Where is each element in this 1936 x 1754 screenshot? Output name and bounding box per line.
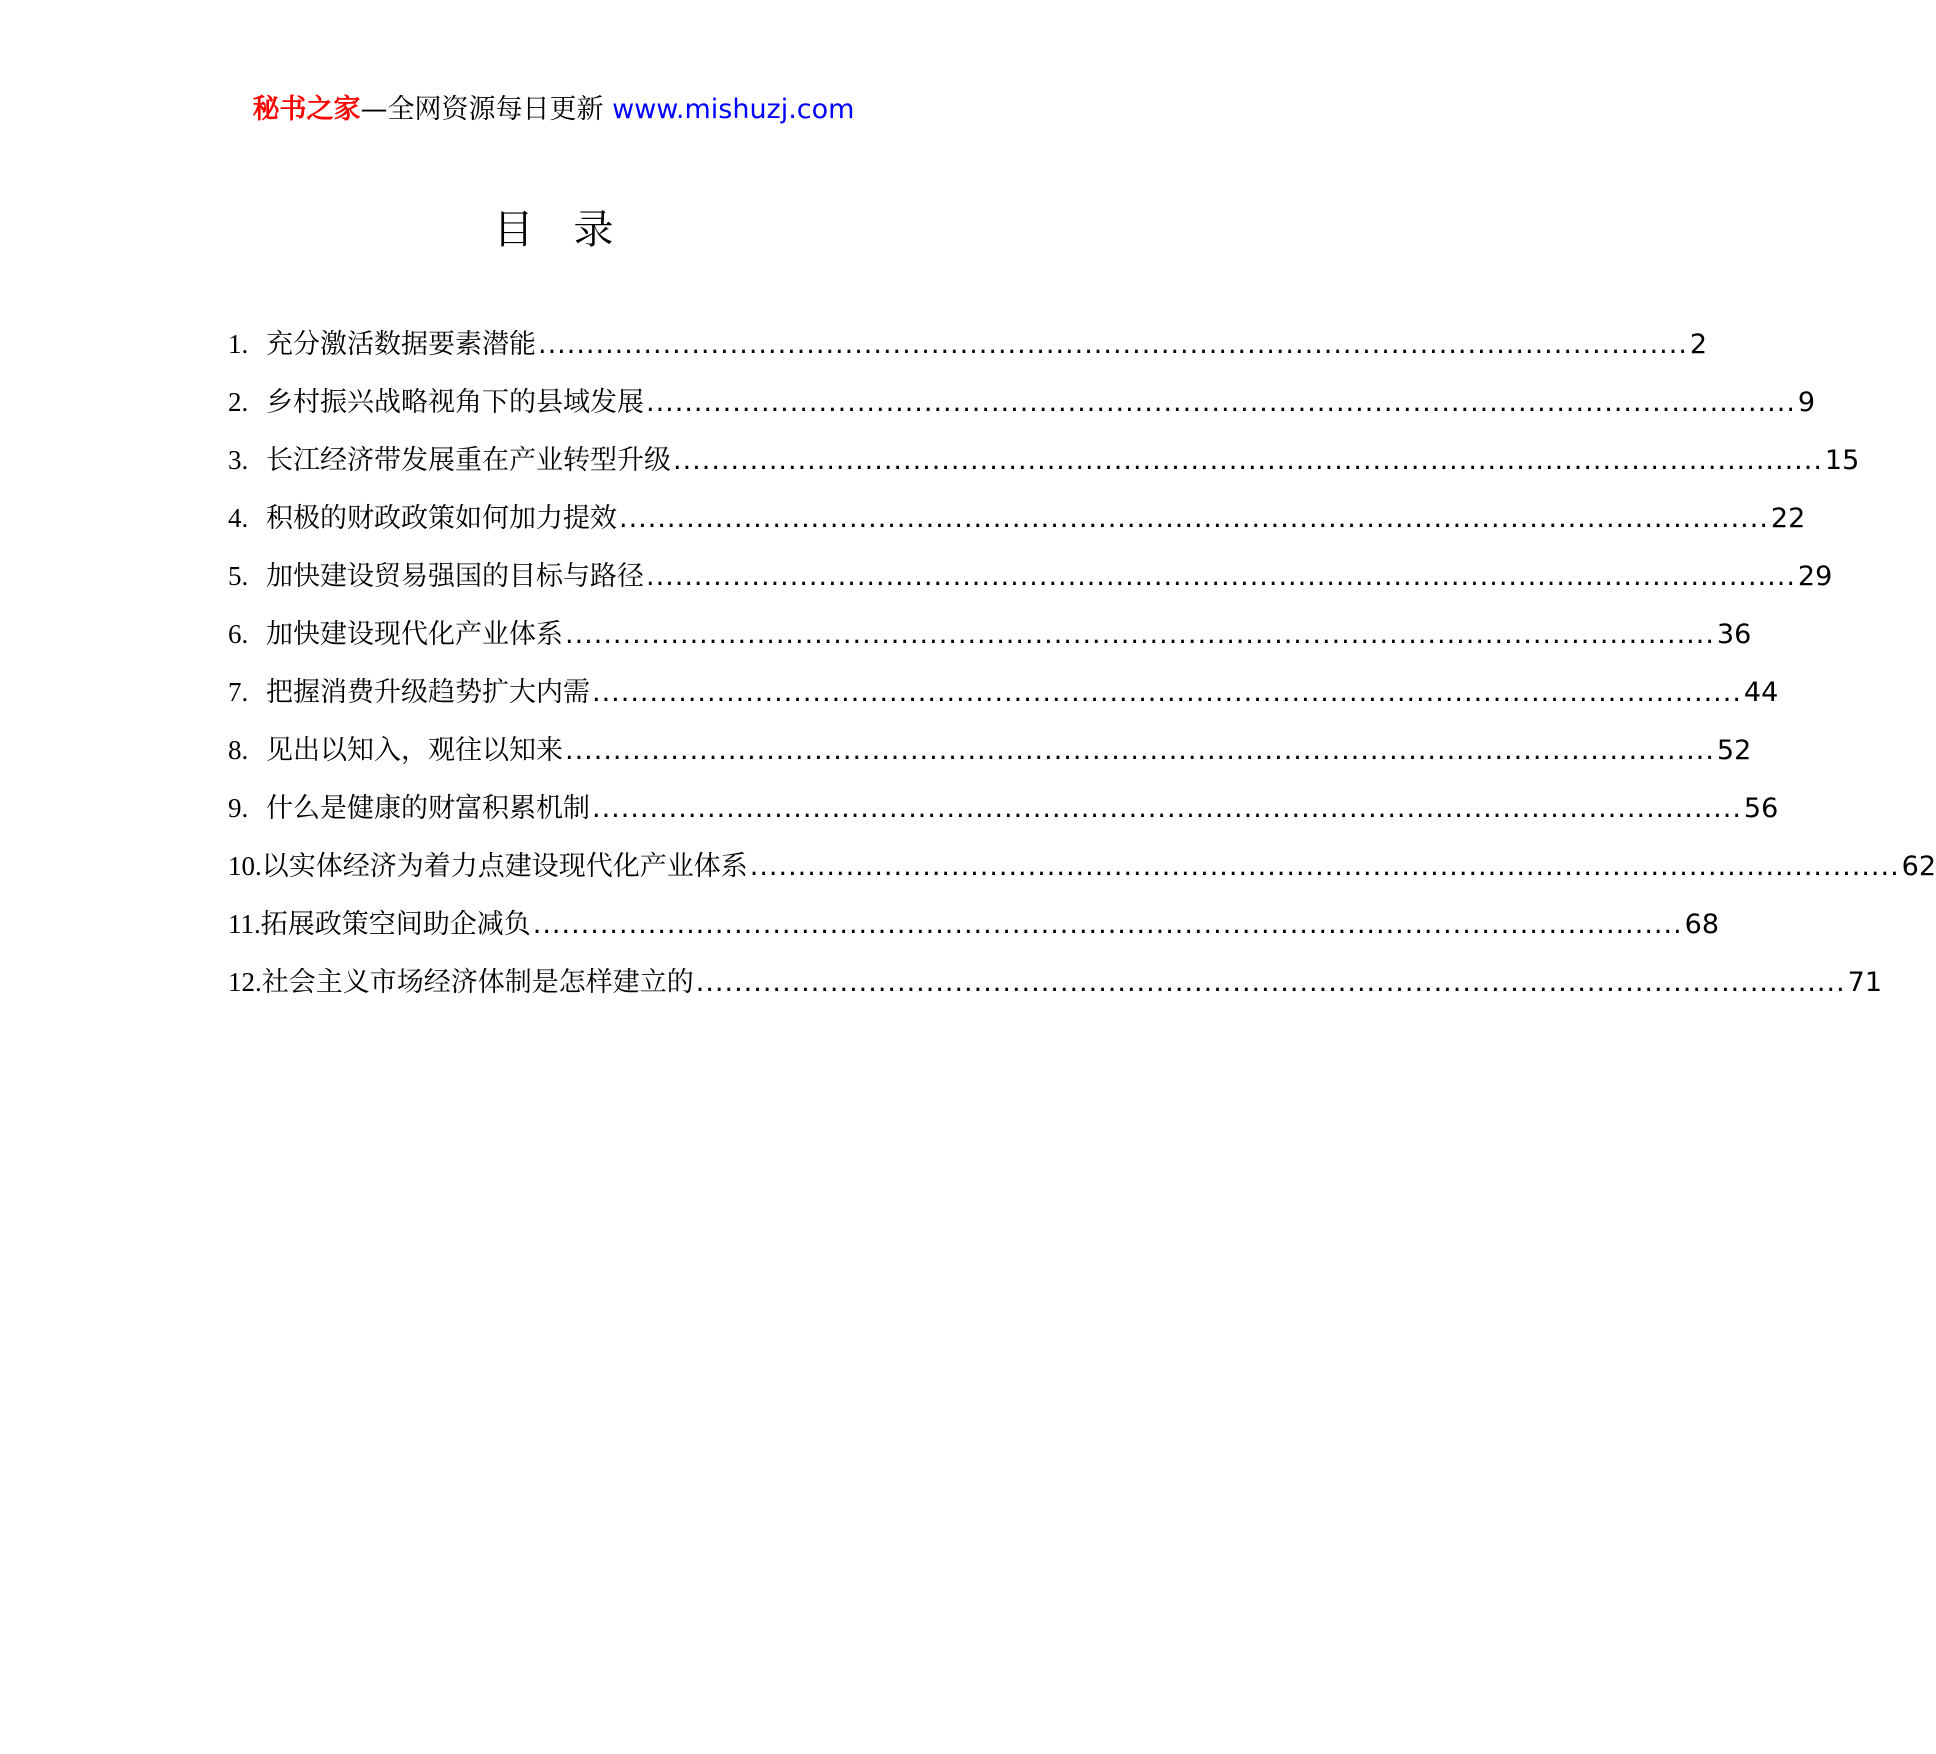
toc-entry[interactable]	[228, 489, 1806, 547]
toc-entry[interactable]	[228, 895, 1720, 953]
page-title-char-1: 目	[493, 207, 534, 253]
page-title-char-2: 录	[573, 207, 614, 253]
toc-entry-page-number: 15	[1824, 445, 1860, 476]
toc-entry-page-number: 29	[1797, 561, 1833, 592]
toc-dot-leader: ........................................................................................................................	[695, 967, 1846, 998]
toc-dot-leader: ........................................................................................................................	[538, 329, 1688, 360]
page-title	[0, 200, 1107, 260]
toc-entry[interactable]	[228, 837, 1936, 895]
toc-entry[interactable]	[228, 721, 1752, 779]
toc-entry-number: 9.	[228, 793, 249, 823]
toc-dot-leader: ........................................................................................................................	[673, 445, 1823, 476]
header-slogan: —全网资源每日更新	[360, 94, 613, 125]
toc-entry-title: 充分激活数据要素潜能	[266, 329, 536, 360]
toc-entry-page-number: 9	[1797, 387, 1816, 418]
toc-entry-title: 长江经济带发展重在产业转型升级	[266, 445, 671, 476]
toc-entry[interactable]	[228, 953, 1883, 1011]
site-url-link[interactable]: www.mishuzj.com	[612, 94, 855, 125]
brand-name: 秘书之家	[252, 94, 361, 125]
toc-dot-leader: ........................................................................................................................	[592, 793, 1742, 824]
toc-entry[interactable]	[228, 431, 1860, 489]
toc-entry-page-number: 68	[1684, 909, 1720, 940]
toc-entry[interactable]	[228, 373, 1816, 431]
toc-entry-page-number: 62	[1901, 851, 1936, 882]
toc-entry-title: 拓展政策空间助企减负	[260, 909, 531, 940]
toc-entry[interactable]	[228, 547, 1833, 605]
toc-dot-leader: ........................................................................................................................	[749, 851, 1900, 882]
site-header	[0, 88, 1107, 132]
toc-entry-number: 6.	[228, 619, 249, 649]
toc-entry-title: 社会主义市场经济体制是怎样建立的	[261, 967, 694, 998]
toc-dot-leader: ........................................................................................................................	[646, 561, 1796, 592]
toc-dot-leader: ........................................................................................................................	[565, 735, 1715, 766]
toc-entry-page-number: 44	[1743, 677, 1779, 708]
toc-entry-number: 12.	[228, 967, 262, 997]
toc-entry-number: 2.	[228, 387, 249, 417]
toc-entry-number: 8.	[228, 735, 249, 765]
toc-entry[interactable]	[228, 663, 1779, 721]
toc-entry-page-number: 71	[1847, 967, 1883, 998]
toc-entry-title: 加快建设贸易强国的目标与路径	[266, 561, 644, 592]
toc-entry[interactable]	[228, 605, 1752, 663]
toc-dot-leader: ........................................................................................................................	[619, 503, 1769, 534]
toc-entry-title: 什么是健康的财富积累机制	[266, 793, 590, 824]
toc-entry-number: 7.	[228, 677, 249, 707]
toc-entry-title: 积极的财政政策如何加力提效	[266, 503, 617, 534]
toc-dot-leader: ........................................................................................................................	[565, 619, 1715, 650]
toc-entry-number: 10.	[228, 851, 262, 881]
toc-entry-title: 加快建设现代化产业体系	[266, 619, 563, 650]
toc-entry-page-number: 2	[1689, 329, 1708, 360]
toc-entry-page-number: 22	[1770, 503, 1806, 534]
toc-entry-number: 4.	[228, 503, 249, 533]
toc-entry-number: 3.	[228, 445, 249, 475]
toc-entry-title: 乡村振兴战略视角下的县域发展	[266, 387, 644, 418]
toc-dot-leader: ........................................................................................................................	[592, 677, 1742, 708]
toc-entry[interactable]	[228, 315, 1708, 373]
table-of-contents	[228, 315, 1936, 1011]
toc-entry-title: 把握消费升级趋势扩大内需	[266, 677, 590, 708]
toc-entry[interactable]	[228, 779, 1779, 837]
toc-entry-number: 5.	[228, 561, 249, 591]
toc-entry-page-number: 52	[1716, 735, 1752, 766]
toc-entry-number: 11.	[228, 909, 261, 939]
toc-entry-title: 以实体经济为着力点建设现代化产业体系	[261, 851, 748, 882]
toc-entry-title: 见出以知入，观往以知来	[266, 735, 563, 766]
toc-dot-leader: ........................................................................................................................	[532, 909, 1683, 940]
toc-entry-page-number: 36	[1716, 619, 1752, 650]
toc-entry-number: 1.	[228, 329, 249, 359]
toc-dot-leader: ........................................................................................................................	[646, 387, 1796, 418]
toc-entry-page-number: 56	[1743, 793, 1779, 824]
